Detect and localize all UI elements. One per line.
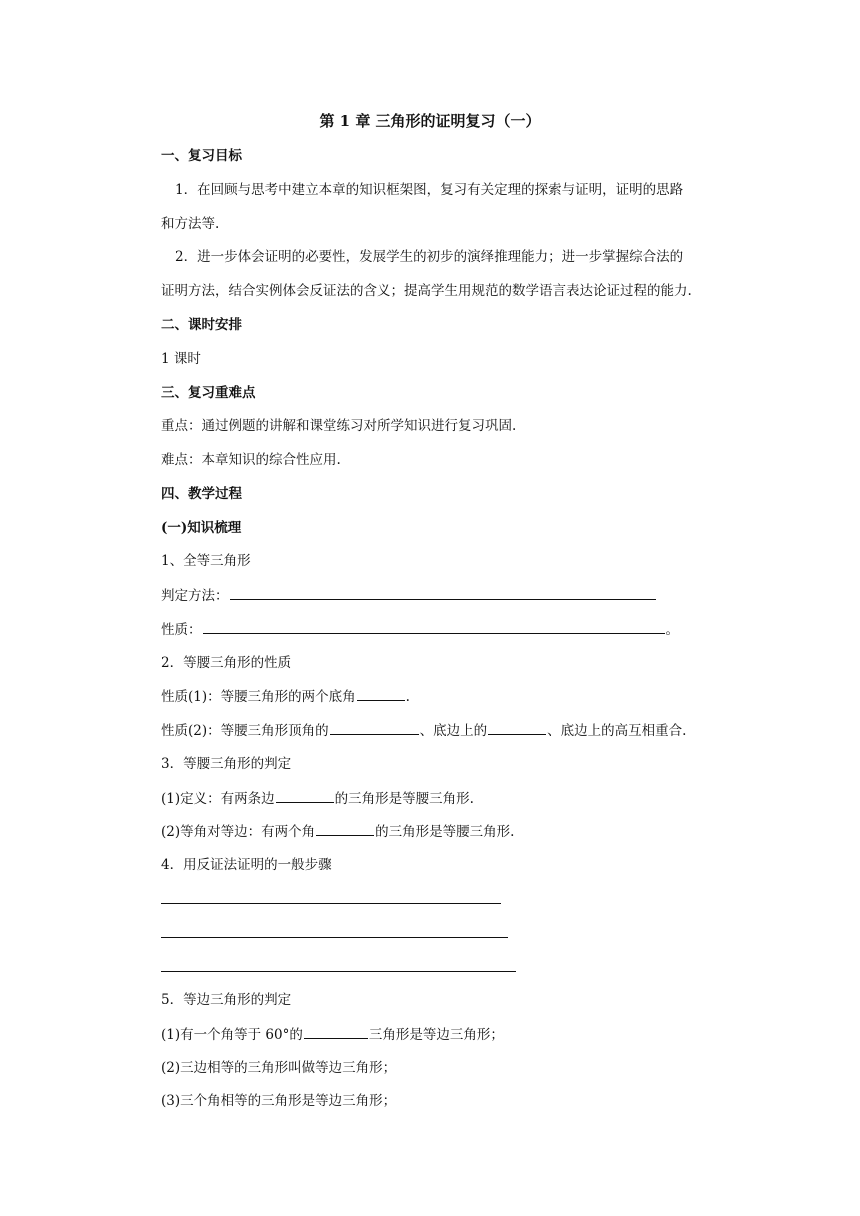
property-1-end: .	[405, 689, 410, 705]
section-heading-process: 四、教学过程	[161, 486, 242, 502]
item-2-property-2	[161, 720, 686, 741]
property-1-blank[interactable]	[357, 686, 405, 701]
method-label: 判定方法：	[161, 588, 229, 604]
page-title: 第 1 章 三角形的证明复习（一）	[319, 112, 541, 130]
item-3-definition	[161, 788, 474, 809]
item-3-heading: 3．等腰三角形的判定	[161, 756, 292, 772]
method-blank[interactable]	[230, 585, 656, 600]
item-5-condition-2: (2)三边相等的三角形叫做等边三角形；	[161, 1060, 397, 1076]
equal-angles-text-b: 的三角形是等腰三角形.	[375, 824, 515, 840]
schedule-text: 1 课时	[161, 351, 201, 367]
difficulty-text: 难点：本章知识的综合性应用.	[161, 452, 341, 468]
key-point-text: 重点：通过例题的讲解和课堂练习对所学知识进行复习巩固.	[161, 418, 517, 434]
property-2-blank-2[interactable]	[488, 720, 546, 735]
proof-step-blank-1[interactable]	[161, 903, 501, 904]
definition-blank[interactable]	[276, 788, 334, 803]
condition-1-text-b: 三角形是等边三角形；	[368, 1027, 504, 1043]
item-2-property-1	[161, 686, 410, 707]
definition-text-a: (1)定义：有两条边	[161, 791, 275, 807]
property-end-mark: 。	[665, 622, 679, 638]
item-5-condition-1	[161, 1024, 504, 1045]
item-5-heading: 5．等边三角形的判定	[161, 992, 292, 1008]
property-2-text-b: 、底边上的	[419, 723, 488, 739]
item-1-property-line	[161, 619, 679, 640]
condition-1-blank[interactable]	[304, 1024, 368, 1039]
condition-1-text-a: (1)有一个角等于 60°的	[161, 1027, 303, 1043]
item-5-condition-3: (3)三个角相等的三角形是等边三角形；	[161, 1093, 397, 1109]
goal-2-line-2: 证明方法，结合实例体会反证法的含义；提高学生用规范的数学语言表达论证过程的能力.	[161, 283, 692, 299]
section-heading-key-points: 三、复习重难点	[161, 385, 256, 401]
equal-angles-text-a: (2)等角对等边：有两个角	[161, 824, 316, 840]
property-2-text-c: 、底边上的高互相重合.	[547, 723, 687, 739]
goal-2-line-1: 2．进一步体会证明的必要性，发展学生的初步的演绎推理能力；进一步掌握综合法的	[175, 249, 684, 265]
goal-1-line-2: 和方法等.	[161, 216, 220, 232]
item-4-heading: 4．用反证法证明的一般步骤	[161, 857, 332, 873]
subsection-heading-review: (一)知识梳理	[161, 520, 242, 536]
equal-angles-blank[interactable]	[316, 821, 374, 836]
proof-step-blank-2[interactable]	[161, 937, 508, 938]
definition-text-b: 的三角形是等腰三角形.	[334, 791, 474, 807]
property-2-text-a: 性质(2)：等腰三角形顶角的	[161, 723, 329, 739]
section-heading-goals: 一、复习目标	[161, 148, 242, 164]
proof-step-blank-3[interactable]	[161, 971, 516, 972]
item-1-heading: 1、全等三角形	[161, 553, 251, 569]
section-heading-schedule: 二、课时安排	[161, 317, 242, 333]
item-1-method-line	[161, 585, 657, 606]
property-1-text: 性质(1)：等腰三角形的两个底角	[161, 689, 356, 705]
goal-1-line-1: 1．在回顾与思考中建立本章的知识框架图，复习有关定理的探索与证明，证明的思路	[175, 182, 684, 198]
item-3-equal-angles	[161, 821, 514, 842]
property-blank[interactable]	[203, 619, 665, 634]
item-2-heading: 2．等腰三角形的性质	[161, 655, 292, 671]
property-2-blank-1[interactable]	[330, 720, 419, 735]
property-label: 性质：	[161, 622, 202, 638]
